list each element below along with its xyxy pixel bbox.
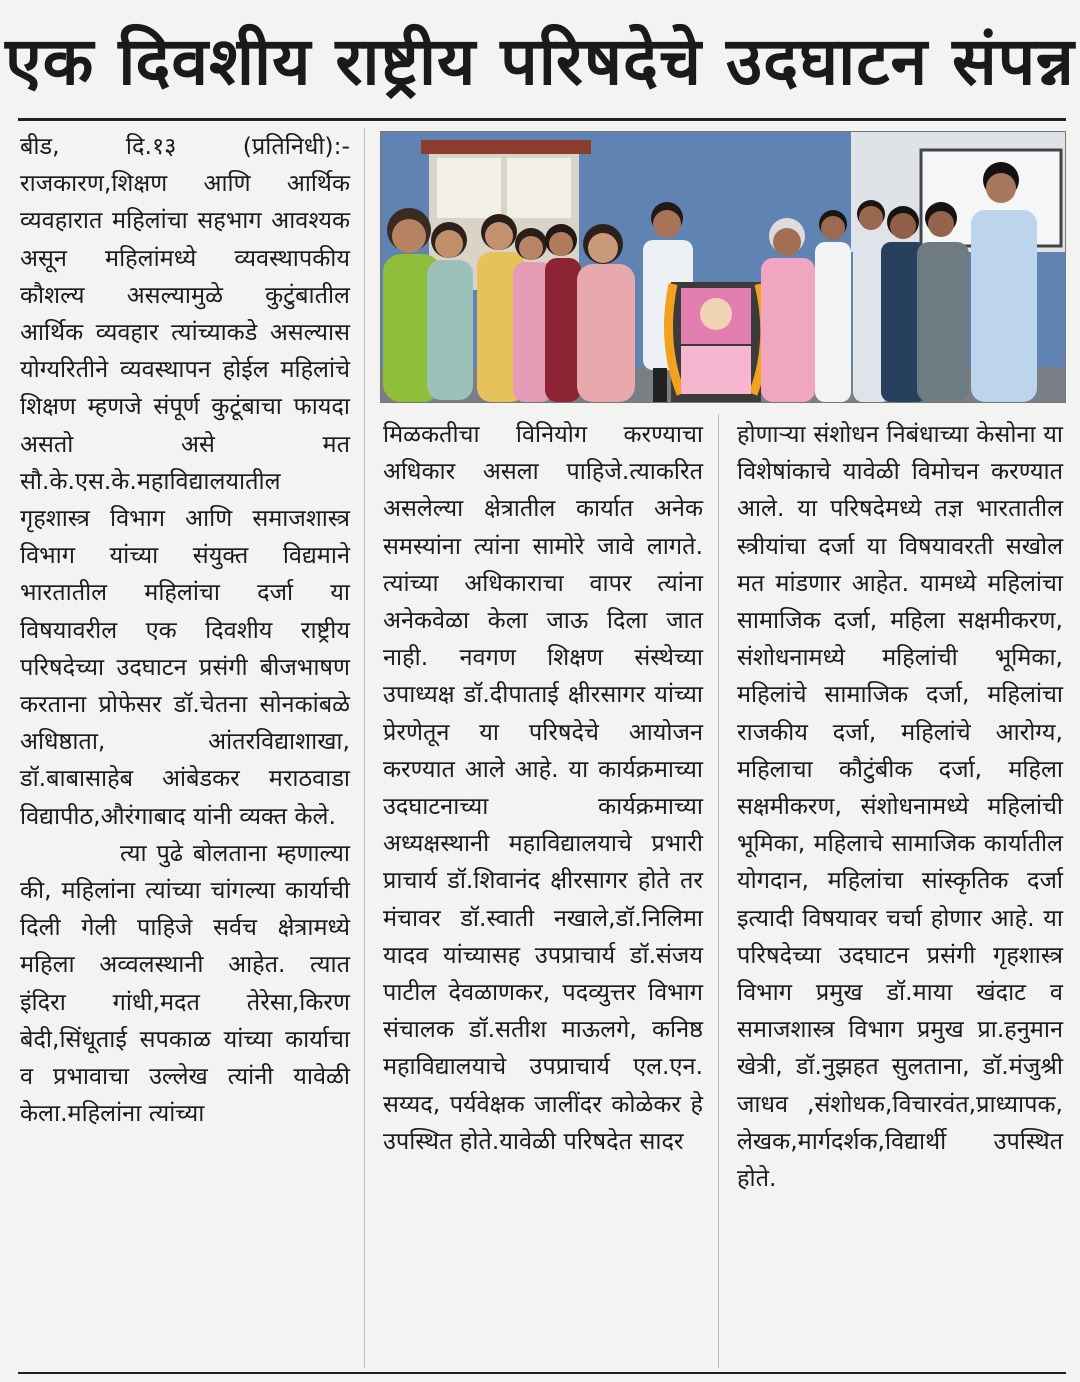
- column-separator: [718, 414, 719, 1368]
- paragraph-1: बीड, दि.१३ (प्रतिनिधी):- राजकारण,शिक्षण आणि आर्थिक व्यवहारात महिलांचा सहभाग आवश्यक असून महिलांमध्ये व्यवस्थापकीय कौशल्य असल्यामुळे कुटुंबातील आर्थिक व्यवहार त्यांच्याकडे असल्यास योग्यरितीने व्यवस्थापन होईल महिलांचे शिक्षण म्हणजे संपूर्ण कुटूंबाचा फायदा असतो असे मत सौ.के.एस.के.महाविद्यालयातील गृहशास्त्र विभाग आणि समाजशास्त्र विभाग यांच्या संयुक्त विद्यमाने भारतातील महिलांचा दर्जा या विषयावरील एक दिवशीय राष्ट्रीय परिषदेच्या उदघाटन प्रसंगी बीजभाषण करताना प्रोफेसर डॉ.चेतना सोनकांबळे अधिष्ठाता, आंतरविद्याशाखा, डॉ.बाबासाहेब आंबेडकर मराठवाडा विद्यापीठ,औरंगाबाद यांनी व्यक्त केले.: [20, 132, 350, 830]
- paragraph-2: त्या पुढे बोलताना म्हणाल्या की, महिलांना त्यांच्या चांगल्या कार्याची दिली गेली पाहिजे सर्वच क्षेत्रामध्ये महिला अव्वलस्थानी आहेत. त्यात इंदिरा गांधी,मदत तेरेसा,किरण बेदी,सिंधूताई सपकाळ यांच्या कार्याचा व प्रभावाचा उल्लेख त्यांनी यावेळी केला.महिलांना त्यांच्या: [20, 838, 350, 1128]
- article-column-3: [737, 416, 1063, 1197]
- top-rule: [18, 118, 1066, 121]
- paragraph-3: मिळकतीचा विनियोग करण्याचा अधिकार असला पाहिजे.त्याकरित असलेल्या क्षेत्रातील कार्यात अनेक समस्यांना त्यांना सामोरे जावे लागते. त्यांच्या अधिकाराचा वापर त्यांना अनेकवेळा केला जाऊ दिला जात नाही. नवगण शिक्षण संस्थेच्या उपाध्यक्ष डॉ.दीपाताई क्षीरसागर यांच्या प्रेरणेतून या परिषदेचे आयोजन करण्यात आले आहे. या कार्यक्रमाच्या उदघाटनाच्या कार्यक्रमाच्या अध्यक्षस्थानी महाविद्यालयाचे प्रभारी प्राचार्य डॉ.शिवानंद क्षीरसागर होते तर मंचावर डॉ.स्वाती नखाले,डॉ.निलिमा यादव यांच्यासह उपप्राचार्य डॉ.संजय पाटील देवळाणकर, पदव्युत्तर विभाग संचालक डॉ.सतीश माऊलगे, कनिष्ठ महाविद्यालयाचे उपप्राचार्य एल.एन. सय्यद, पर्यवेक्षक जालींदर कोळेकर हे उपस्थित होते.यावेळी परिषदेत सादर: [383, 420, 703, 1155]
- article-column-1: [20, 128, 350, 1132]
- article-column-2: [383, 416, 703, 1160]
- paragraph-4: होणाऱ्या संशोधन निबंधाच्या केसोना या विशेषांकाचे यावेळी विमोचन करण्यात आले. या परिषदेमध्ये तज्ञ भारतातील स्त्रीयांचा दर्जा या विषयावरती सखोल मत मांडणार आहेत. यामध्ये महिलांचा सामाजिक दर्जा, महिला सक्षमीकरण, संशोधनामध्ये महिलांची भूमिका, महिलांचे सामाजिक दर्जा, महिलांचा राजकीय दर्जा, महिलांचे आरोग्य, महिलाचा कौटुंबीक दर्जा, महिला सक्षमीकरण, संशोधनामध्ये महिलांची भूमिका, महिलाचे सामाजिक कार्यातील योगदान, महिलांचा सांस्कृतिक दर्जा इत्यादी विषयावर चर्चा होणार आहे. या परिषदेच्या उदघाटन प्रसंगी गृहशास्त्र विभाग प्रमुख डॉ.माया खंदाट व समाजशास्त्र विभाग प्रमुख प्रा.हनुमान खेत्री, डॉ.नुझहत सुलताना, डॉ.मंजुश्री जाधव ,संशोधक,विचारवंत,प्राध्यापक, लेखक,मार्गदर्शक,विद्यार्थी उपस्थित होते.: [737, 420, 1063, 1193]
- event-photo: [380, 131, 1066, 403]
- column-separator: [364, 128, 365, 1368]
- headline: एक दिवशीय राष्ट्रीय परिषदेचे उदघाटन संपन्न: [5, 23, 1075, 100]
- bottom-rule: [18, 1372, 1066, 1374]
